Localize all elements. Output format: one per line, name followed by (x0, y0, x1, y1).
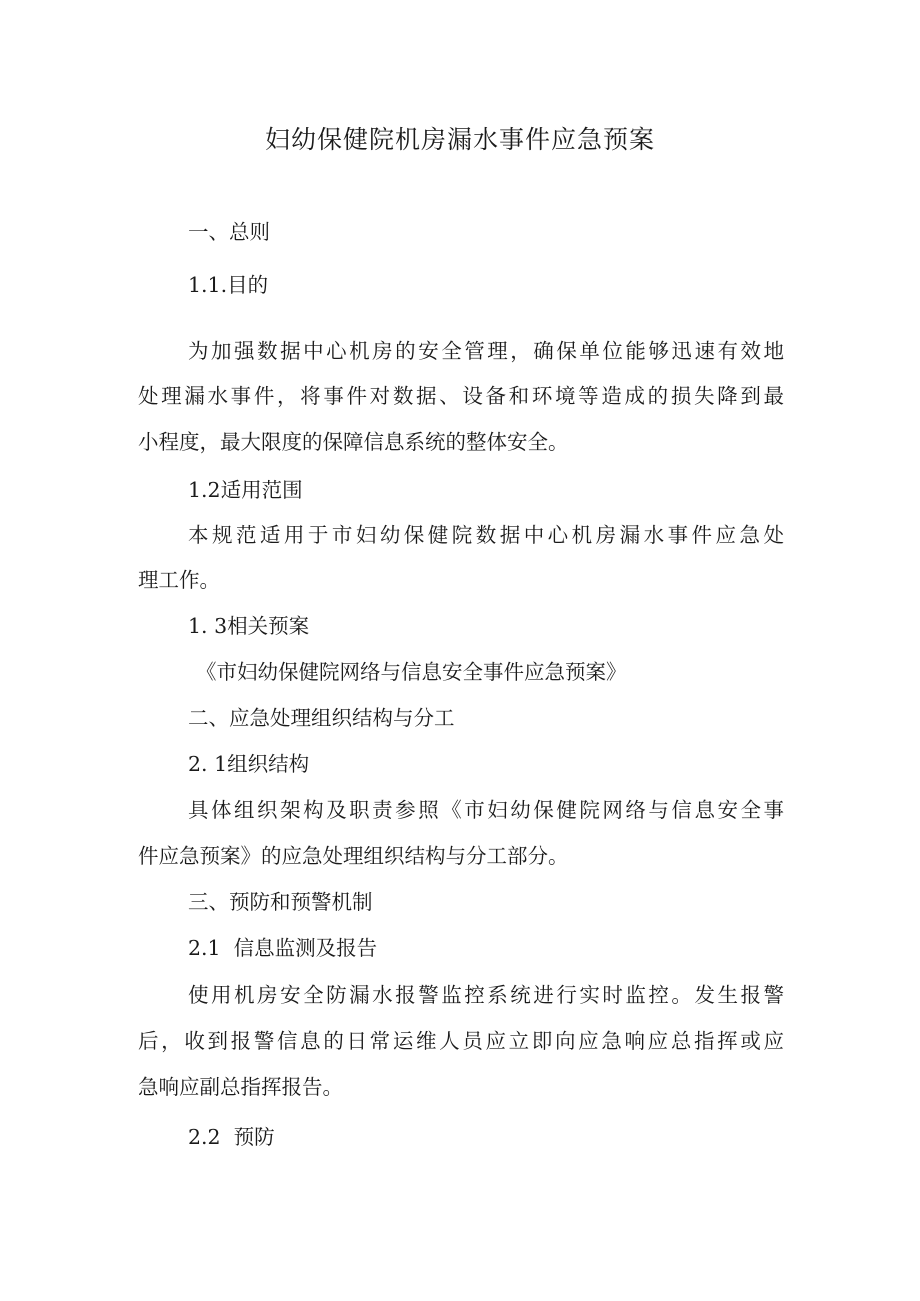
paragraph-line: 《市妇幼保健院网络与信息安全事件应急预案》 (196, 660, 627, 684)
paragraph-line: 处理漏水事件，将事件对数据、设备和环境等造成的损失降到最 (138, 384, 784, 408)
subsection-heading-structure: 2. 1组织结构 (188, 752, 310, 776)
subsection-heading-prevent: 2.2 预防 (188, 1125, 275, 1149)
paragraph-line: 具体组织架构及职责参照《市妇幼保健院网络与信息安全事 (188, 798, 784, 822)
paragraph-line: 后，收到报警信息的日常运维人员应立即向应急响应总指挥或应 (138, 1029, 784, 1053)
section-heading-general: 一、总则 (188, 220, 270, 244)
section-heading-organization: 二、应急处理组织结构与分工 (188, 706, 455, 730)
document-title: 妇幼保健院机房漏水事件应急预案 (264, 125, 655, 154)
section-heading-prevention: 三、预防和预警机制 (188, 890, 373, 914)
paragraph-line: 为加强数据中心机房的安全管理，确保单位能够迅速有效地 (188, 339, 784, 363)
paragraph-line: 理工作。 (138, 568, 220, 592)
paragraph-line: 小程度，最大限度的保障信息系统的整体安全。 (138, 430, 569, 454)
paragraph-line: 本规范适用于市妇幼保健院数据中心机房漏水事件应急处 (188, 523, 784, 547)
paragraph-line: 使用机房安全防漏水报警监控系统进行实时监控。发生报警 (188, 983, 784, 1007)
paragraph-line: 件应急预案》的应急处理组织结构与分工部分。 (138, 844, 569, 868)
subsection-heading-scope: 1.2适用范围 (188, 478, 303, 502)
subsection-heading-purpose: 1.1.目的 (188, 273, 269, 297)
subsection-heading-related-plans: 1. 3相关预案 (188, 614, 310, 638)
subsection-heading-monitoring: 2.1 信息监测及报告 (188, 936, 378, 960)
paragraph-line: 急响应副总指挥报告。 (138, 1075, 343, 1099)
